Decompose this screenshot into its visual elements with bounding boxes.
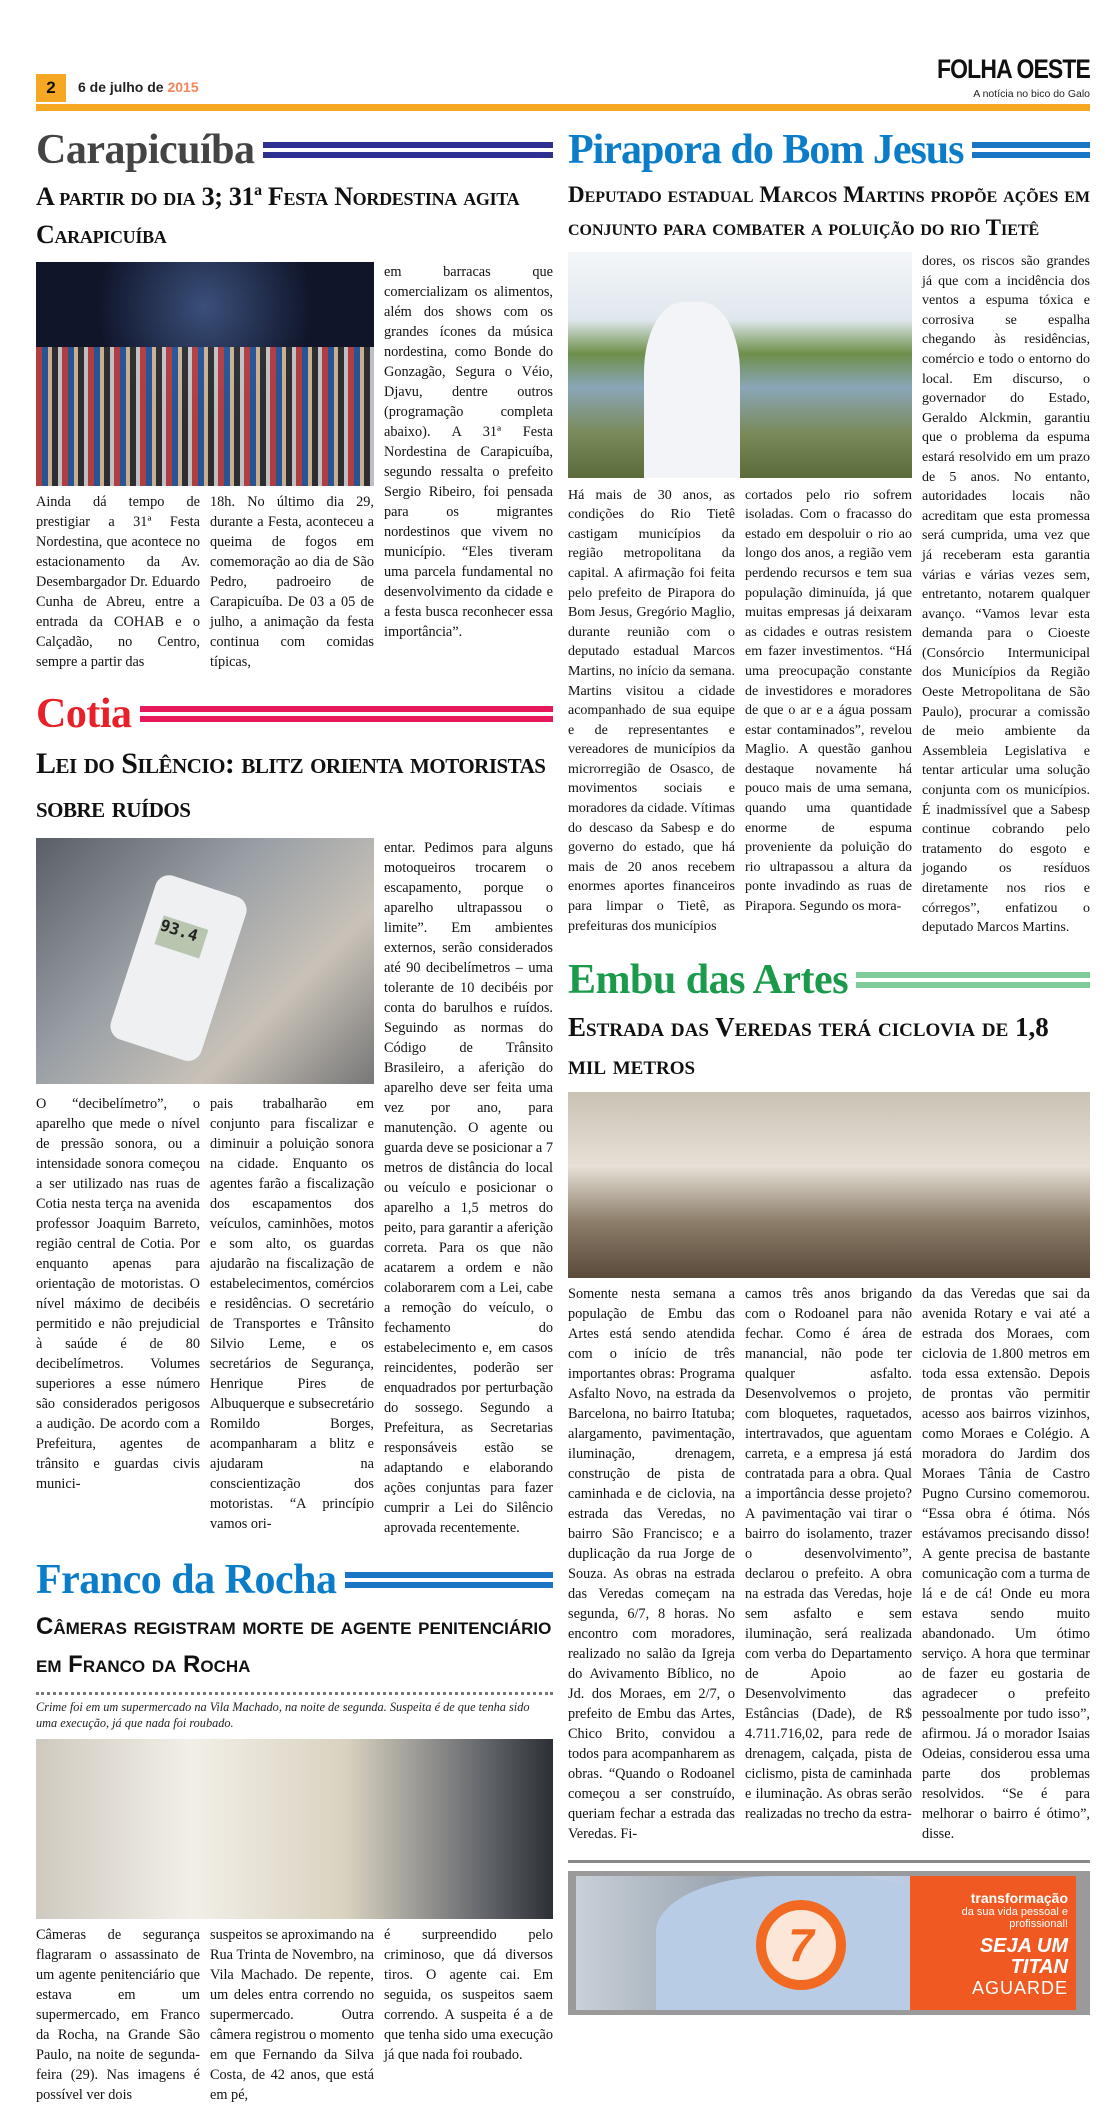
article-cotia <box>36 688 553 1538</box>
article-column: camos três anos brigando com o Rodoanel para não fechar. Como é área de manancial, não pode ter qualquer asfalto. Desenvolvemos o projeto, com bloquetes, raquetados, intertravados, que aguentam carreta, e a empresa já está contratada para a obra. Qual a importância desse projeto? A pavimentação vai tirar o bairro do isolamento, trazer o desenvolvimento”, declarou o prefeito. A obra na estrada das Veredas, hoje sem asfalto e sem iluminação, será realizada com verba do Departamento de Apoio ao Desenvolvimento das Estâncias (Dade), de R$ 4.711.716,02, para rede de drenagem, calçada, pista de ciclismo, pista de caminhada e iluminação. As obras serão realizadas no trecho da estra- <box>745 1285 912 1822</box>
photo-reuniao-moradores <box>568 1092 1090 1278</box>
headline-pirapora: Deputado estadual Marcos Martins propõe ações em conjunto para combater a poluição do rio Tietê <box>568 182 1090 240</box>
section-label-pirapora <box>568 124 1090 176</box>
article-column: suspeitos se aproximando na Rua Trinta de Novembro, na Vila Machado. De repente, um deles entra correndo no supermercado. Outra câmera registrou o momento em que Fernando da Silva Costa, de 42 anos, que está em pé, <box>210 1927 374 2103</box>
article-column: cortados pelo rio sofrem isoladas. Com o fracasso do estado em despoluir o rio ao longo dos anos, a região vem perdendo recursos e tem sua população diminuída, já que muitas empresas já deixaram as cidades e outras resistem em fazer investimentos. “Há uma preocupação constante de investidores e moradores de que o ar e a água possam estar contaminados”, revelou Maglio. A questão ganhou destaque novamente há pouco mais de uma semana, quando uma quantidade enorme de espuma proveniente da poluição do rio ultrapassou a altura da ponte invadindo as ruas de Pirapora. Segundo os mora- <box>745 487 912 915</box>
date-year: 2015 <box>167 79 199 95</box>
article-column: Câmeras de segurança flagraram o assassinato de um agente penitenciário que estava em um supermercado, em Franco da Rocha, na Grande São Paulo, na noite de segunda-feira (29). Nas imagens é possível ver dois <box>36 1927 200 2103</box>
newspaper-logo: FOLHA OESTE <box>936 54 1090 84</box>
ad-line: transformação <box>970 1889 1068 1906</box>
article-column: 18h. No último dia 29, durante a Festa, aconteceu a queima de fogos em comemoração ao dia de São Pedro, padroeiro de Carapicuíba. De 03 a 05 de julho, a animação da festa continua com comidas típicas, <box>210 494 374 670</box>
article-column: Somente nesta semana a população de Embu das Artes está sendo atendida com o início de três importantes obras: Programa Asfalto Novo, na estrada da Barcelona, no bairro Itatuba; alargamento, pavimentação, iluminação, drenagem, construção de pista de caminhada e de ciclovia, na estrada das Veredas, no bairro São Francisco; e a duplicação da rua Jorge de Souza. As obras na estrada das Veredas começam na segunda, 6/7, 8 horas. No encontro com moradores, realizado no salão da Igreja do Avivamento Bíblico, no Jd. dos Moraes, em 2/7, o prefeito de Embu das Artes, Chico Brito, convidou a todos para acompanharem as obras. “Quando o Rodoanel começou a ser construído, queriam fechar a estrada das Veredas. Fi- <box>568 1285 735 1842</box>
dotted-divider <box>36 1692 553 1695</box>
section-label-franco-da-rocha <box>36 1554 553 1606</box>
article-body <box>36 1739 553 2105</box>
headline-embu: Estrada das Veredas terá ciclovia de 1,8 mil metros <box>568 1011 1049 1080</box>
page-number: 2 <box>36 74 66 102</box>
section-title: Carapicuíba <box>36 127 255 173</box>
right-column <box>568 124 1090 2015</box>
photo-rio-tiete <box>568 252 912 478</box>
article-body <box>568 1092 1090 1844</box>
article-column: em barracas que comercializam os alimentos, além dos shows com os grandes ícones da música nordestina, como Bonde do Gonzagão, Segura o Véio, Djavu, dentre outros (programação completa abaixo). A 31ª Festa Nordestina de Carapicuíba, segundo ressalta o prefeito Sergio Ribeiro, foi pensada para os migrantes nordestinos que vivem no município. “Eles tiveram uma parcela fundamental no desenvolvimento da cidade e a festa busca reconhecer essa importância”. <box>384 264 553 640</box>
headline-cotia: Lei do Silêncio: blitz orienta motoristas sobre ruídos <box>36 747 546 824</box>
article-body <box>36 262 553 672</box>
article-embu <box>568 954 1090 1844</box>
ad-line: da sua vida pessoal e profissional! <box>961 1905 1068 1930</box>
left-column <box>36 124 553 2121</box>
section-label-embu <box>568 954 1090 1006</box>
article-pirapora <box>568 124 1090 938</box>
titan-logo-icon: 7 <box>756 1900 846 1990</box>
headline-franco-da-rocha: Câmeras registram morte de agente penitenciário em Franco da Rocha <box>36 1613 552 1678</box>
section-title: Franco da Rocha <box>36 1557 337 1603</box>
issue-date <box>78 79 199 95</box>
section-title: Pirapora do Bom Jesus <box>568 127 964 173</box>
headline-carapicuiba: A partir do dia 3; 31ª Festa Nordestina agita Carapicuíba <box>36 182 520 249</box>
article-body <box>36 838 553 1538</box>
ad-divider <box>568 1860 1090 1863</box>
article-column: Há mais de 30 anos, as condições do Rio Tietê castigam municípios da região metropolitana da capital. A afirmação foi feita pelo prefeito de Pirapora do Bom Jesus, Gregório Maglio, durante reunião com o deputado estadual Marcos Martins, no início da semana. Martins visitou a cidade acompanhado de sua equipe e de representantes e vereadores de municípios da microrregião de Osasco, de movimentos sociais e moradores da cidade. Vítimas do descaso da Sabesp e do governo do estado, que há mais de 20 anos recebem enormes aportes financeiros para limpar o Tietê, as prefeituras dos municípios <box>568 487 735 934</box>
photo-festa-nordestina <box>36 262 374 486</box>
article-column: é surpreendido pelo criminoso, que dá diversos tiros. O agente cai. Em seguida, os suspeitos saem correndo. A suspeita é a de que tenha sido uma execução já que nada foi roubado. <box>384 1927 553 2063</box>
section-title: Embu das Artes <box>568 956 849 1003</box>
titan-advertisement[interactable] <box>568 1871 1090 2015</box>
section-double-rule <box>856 972 1090 988</box>
ad-text-panel <box>910 1876 1076 2010</box>
section-label-cotia <box>36 688 553 740</box>
section-title: Cotia <box>36 691 132 737</box>
article-column: dores, os riscos são grandes já que com a incidência dos ventos a espuma tóxica e corrosiva se espalha chegando às residências, comércio e todo o entorno do local. Em discurso, o governador do Estado, Geraldo Alckmin, garantiu que o problema da espuma estará resolvido em um prazo de 5 anos. No entanto, autoridades locais não acreditam que esta promessa será cumprida, uma vez que já receberam esta garantia várias e várias vezes sem, entretanto, notarem qualquer avanço. “Vamos levar esta demanda para o Cioeste (Consórcio Intermunicipal dos Municípios da Região Oeste Metropolitana de São Paulo), procurar a comissão de meio ambiente da Assembleia Legislativa e tentar articular uma solução conjunta com os municípios. É inadmissível que a Sabesp continue cobrando pelo tratamento do esgoto e jogando os resíduos diretamente nos rios e córregos”, enfatizou o deputado Marcos Martins. <box>922 254 1090 936</box>
ad-line: SEJA UM TITAN <box>979 1934 1068 1978</box>
section-double-rule <box>972 142 1090 158</box>
article-column: Ainda dá tempo de prestigiar a 31ª Festa Nordestina, que acontece no estacionamento da Av. Desembargador Dr. Eduardo Cunha de Abreu, entre a entrada da COHAB e o Calçadão, no Centro, sempre a partir das <box>36 494 200 670</box>
article-carapicuiba <box>36 124 553 672</box>
ad-line: AGUARDE <box>971 1977 1068 1998</box>
photo-security-camera <box>36 1739 553 1919</box>
meter-reading: 93.4 <box>154 915 208 958</box>
section-double-rule <box>140 706 554 722</box>
article-column: da das Veredas que sai da avenida Rotary e vai até a estrada dos Moraes, com ciclovia de 1.800 metros em toda essa extensão. Depois de prontas vão permitir acesso aos bairros vizinhos, como Moraes e Colégio. A moradora do Jardim dos Moraes Tânia de Castro Pugno Cursino comemorou. “Essa obra é ótima. Nós estávamos precisando disso! A gente precisa de bastante comunicação com a turma de lá e de cá! Onde eu mora estava sendo muito abandonado. Um ótimo serviço. A hora que terminar de fazer eu gostaria de agradecer o prefeito pessoalmente por tudo isso”, afirmou. Já o morador Isaias Odeias, considerou essa uma parte dos problemas resolvidos. “Se é para melhorar o bairro é ótimo”, disse. <box>922 1285 1090 1842</box>
section-label-carapicuiba <box>36 124 553 176</box>
article-column: pais trabalharão em conjunto para fiscalizar e diminuir a poluição sonora na cidade. Enquanto os agentes farão a fiscalização dos escapamentos dos veículos, caminhões, motos e som alto, os guardas ajudarão na fiscalização de estabelecimentos, comércios e residências. O secretário de Transportes e Trânsito Silvio Leme, e os secretários de Segurança, Henrique Pires de Albuquerque e subsecretário Romildo Borges, acompanharam a blitz e ajudaram na conscientização dos motoristas. “A princípio vamos ori- <box>210 1096 374 1532</box>
section-double-rule <box>263 142 553 158</box>
header-rule <box>36 104 1090 111</box>
article-column: O “decibelímetro”, o aparelho que mede o nível de pressão sonora, ou a intensidade sonora começou a ser utilizado nas ruas de Cotia nesta terça na avenida professor Joaquim Barreto, região central de Cotia. Por enquanto apenas para orientação de motoristas. O nível máximo de decibéis permitido e não prejudicial à saúde é de 80 decibelímetros. Volumes superiores a esse número são considerados perigosos a audição. De acordo com a Prefeitura, agentes de trânsito e guardas civis munici- <box>36 1096 200 1492</box>
article-summary: Crime foi em um supermercado na Vila Machado, na noite de segunda. Suspeita é de que tenha sido uma execução, já que nada foi roubado. <box>36 1700 530 1730</box>
article-column: entar. Pedimos para alguns motoqueiros trocarem o escapamento, porque o aparelho ultrapassou o limite”. Em ambientes externos, serão considerados até 90 decibelímetros – uma tolerante de 10 decibéis por conta do barulhos e ruídos. Seguindo as normas do Código de Trânsito Brasileiro, a aferição do aparelho deve ser feita uma vez por ano, para manutenção. O agente ou guarda deve se posicionar a 7 metros de distância do local ou veículo e posicionar o aparelho a 1,5 metros do peito, para garantir a aferição correta. Para os que não acatarem a ordem e não colaborarem com a Lei, cabe a remoção do veículo, o fechamento do estabelecimento e, em casos reincidentes, poderão ser enquadrados por perturbação do sossego. Segundo a Prefeitura, as Secretarias responsáveis estão se adaptando e elaborando ações conjuntas para fazer cumprir a Lei do Silêncio aprovada recentemente. <box>384 840 553 1536</box>
section-double-rule <box>345 1572 554 1588</box>
photo-decibelimetro <box>36 838 374 1084</box>
article-body <box>568 252 1090 938</box>
date-text: 6 de julho de <box>78 79 164 95</box>
article-franco-da-rocha <box>36 1554 553 2105</box>
newspaper-tagline: A notícia no bico do Galo <box>973 88 1090 100</box>
